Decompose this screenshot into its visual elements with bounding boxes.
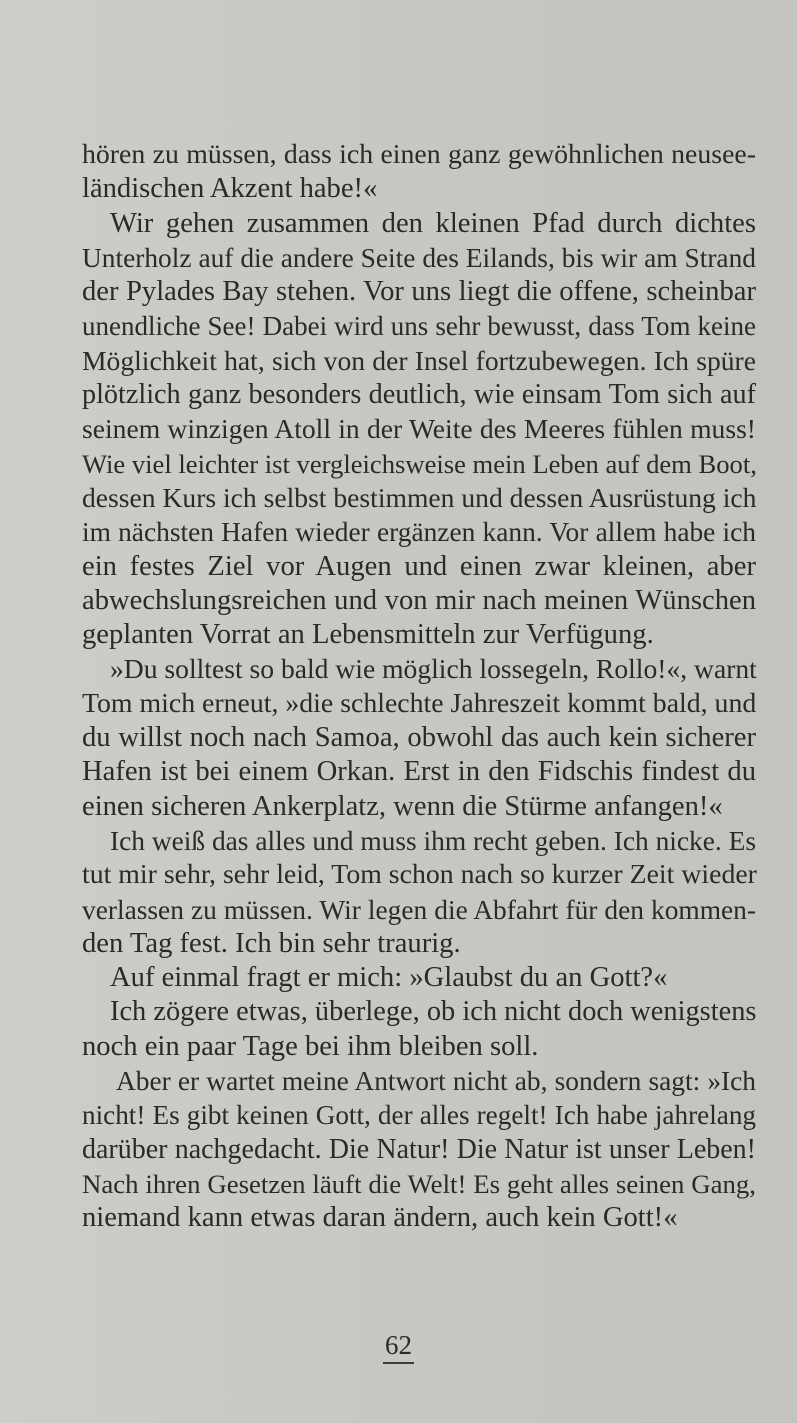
text-line: noch ein paar Tage bei ihm bleiben soll. — [82, 1030, 539, 1062]
text-line: abwechslungsreichen und von mir nach meinen Wünschen — [82, 584, 756, 616]
text-line: Nach ihren Gesetzen läuft die Welt! Es geht alles seinen Gang, — [82, 1168, 756, 1199]
text-line: ein festes Ziel vor Augen und einen zwar kleinen, aber — [82, 550, 756, 582]
text-line: geplanten Vorrat an Lebensmitteln zur Verfügung. — [82, 619, 654, 651]
text-line: verlassen zu müssen. Wir legen die Abfahrt für den kommen- — [82, 894, 756, 925]
text-line: hören zu müssen, dass ich einen ganz gewöhnlichen neusee- — [82, 139, 756, 170]
text-line: unendliche See! Dabei wird uns sehr bewusst, dass Tom keine — [82, 311, 756, 342]
text-line: du willst noch nach Samoa, obwohl das auch kein sicherer — [82, 722, 756, 754]
text-line: niemand kann etwas daran ändern, auch kein Gott!« — [82, 1202, 678, 1234]
page-number — [0, 1330, 797, 1364]
text-line: der Pylades Bay stehen. Vor uns liegt die offene, scheinbar — [82, 276, 756, 308]
paragraph-start-line: Ich zögere etwas, überlege, ob ich nicht doch wenigstens — [110, 996, 757, 1028]
text-line: den Tag fest. Ich bin sehr traurig. — [82, 927, 461, 959]
paragraph-start-line: Auf einmal fragt er mich: »Glaubst du an Gott?« — [110, 962, 668, 994]
paragraph-start-line: »Du solltest so bald wie möglich lossegeln, Rollo!«, warnt — [110, 653, 757, 685]
text-line: Wie viel leichter ist vergleichsweise mein Leben auf dem Boot, — [82, 448, 757, 479]
text-line: Tom mich erneut, »die schlechte Jahreszeit kommt bald, und — [82, 687, 757, 719]
paragraph-start-line: Wir gehen zusammen den kleinen Pfad durch dichtes — [110, 207, 756, 239]
text-line: Möglichkeit hat, sich von der Insel fortzubewegen. Ich spüre — [82, 344, 756, 376]
text-line: nicht! Es gibt keinen Gott, der alles regelt! Ich habe jahrelang — [82, 1100, 756, 1131]
text-line: plötzlich ganz besonders deutlich, wie einsam Tom sich auf — [82, 379, 756, 411]
text-line: einen sicheren Ankerplatz, wenn die Stürme anfangen!« — [82, 790, 723, 822]
paragraph-start-line: Aber er wartet meine Antwort nicht ab, sondern sagt: »Ich — [116, 1066, 756, 1097]
paragraph-start-line: Ich weiß das alles und muss ihm recht geben. Ich nicke. Es — [110, 825, 756, 856]
text-line: darüber nachgedacht. Die Natur! Die Natur ist unser Leben! — [82, 1133, 756, 1165]
text-line: ländischen Akzent habe!« — [82, 173, 378, 205]
page-number-label: 62 — [383, 1330, 414, 1364]
text-line: tut mir sehr, sehr leid, Tom schon nach so kurzer Zeit wieder — [82, 859, 757, 891]
text-line: Hafen ist bei einem Orkan. Erst in den Fidschis findest du — [82, 756, 756, 788]
text-line: seinem winzigen Atoll in der Weite des Meeres fühlen muss! — [82, 413, 756, 445]
text-line: Unterholz auf die andere Seite des Eilands, bis wir am Strand — [82, 242, 756, 273]
text-line: dessen Kurs ich selbst bestimmen und dessen Ausrüstung ich — [82, 481, 757, 513]
text-line: im nächsten Hafen wieder ergänzen kann. Vor allem habe ich — [82, 517, 756, 548]
body-text — [82, 138, 756, 1236]
